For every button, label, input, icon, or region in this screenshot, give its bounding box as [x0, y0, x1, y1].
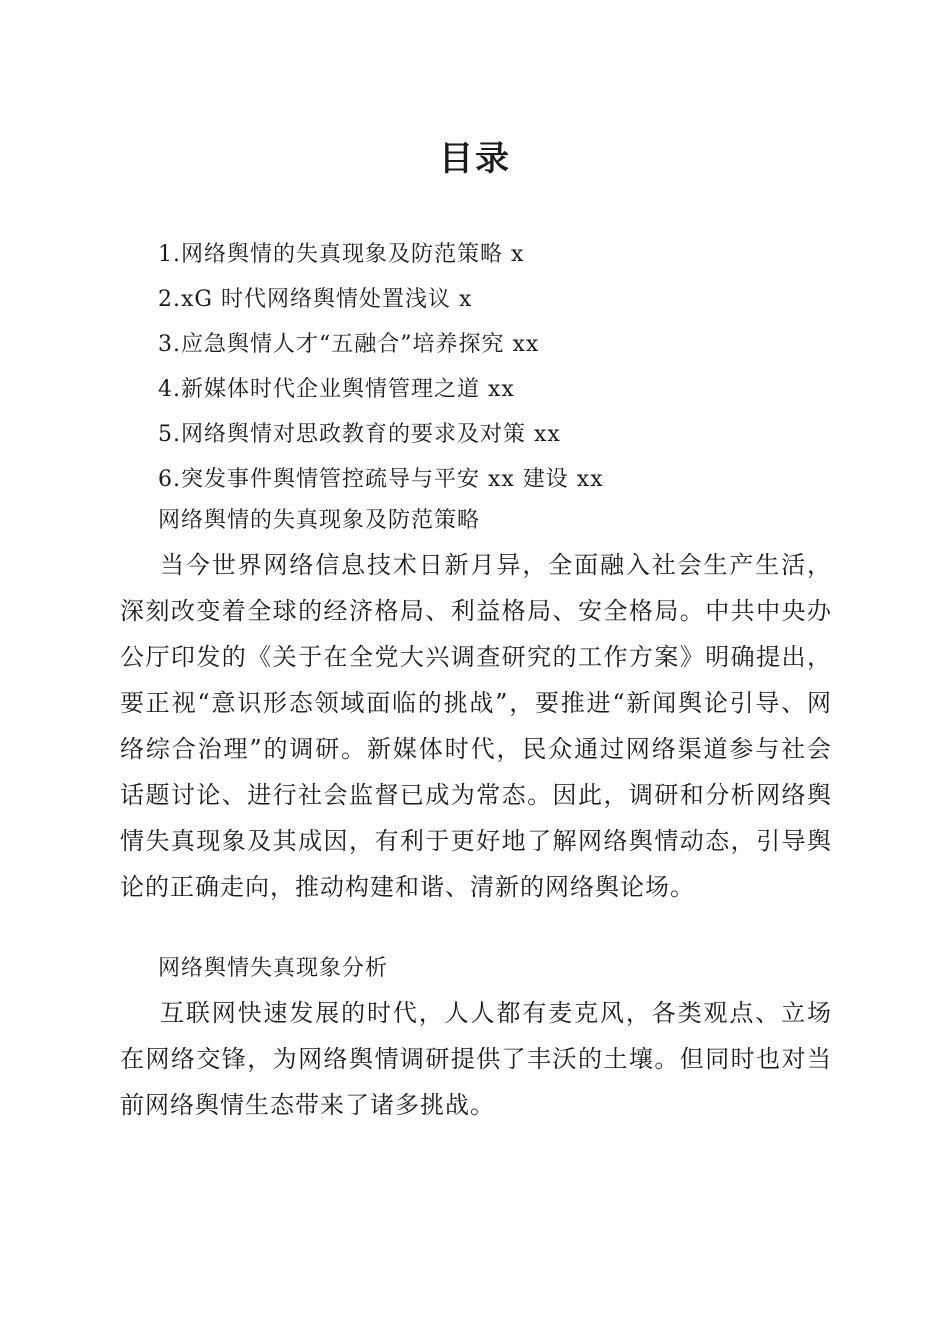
- table-of-contents: [158, 232, 604, 502]
- toc-title: 目录: [439, 139, 511, 179]
- body-paragraph-1-container: [120, 542, 832, 910]
- body-paragraph: 当今世界网络信息技术日新月异，全面融入社会生产生活，深刻改变着全球的经济格局、利益格局、安全格局。中共中央办公厅印发的《关于在全党大兴调查研究的工作方案》明确提出，要正视“意识形态领域面临的挑战”，要推进“新闻舆论引导、网络综合治理”的调研。新媒体时代，民众通过网络渠道参与社会话题讨论、进行社会监督已成为常态。因此，调研和分析网络舆情失真现象及其成因，有利于更好地了解网络舆情动态，引导舆论的正确走向，推动构建和谐、清新的网络舆论场。: [120, 551, 832, 901]
- toc-item[interactable]: 2.xG 时代网络舆情处置浅议 x: [158, 287, 473, 312]
- toc-item[interactable]: 3.应急舆情人才“五融合”培养探究 xx: [158, 332, 540, 357]
- body-paragraph-2-container: [120, 990, 832, 1128]
- toc-item[interactable]: 5.网络舆情对思政教育的要求及对策 xx: [158, 422, 561, 447]
- toc-item[interactable]: 6.突发事件舆情管控疏导与平安 xx 建设 xx: [158, 467, 604, 492]
- body-paragraph: 互联网快速发展的时代，人人都有麦克风，各类观点、立场在网络交锋，为网络舆情调研提供了丰沃的土壤。但同时也对当前网络舆情生态带来了诸多挑战。: [120, 999, 832, 1119]
- subsection-heading: 网络舆情失真现象分析: [158, 956, 389, 981]
- section-heading: 网络舆情的失真现象及防范策略: [158, 508, 481, 533]
- toc-item[interactable]: 1.网络舆情的失真现象及防范策略 x: [158, 242, 525, 267]
- toc-item[interactable]: 4.新媒体时代企业舆情管理之道 xx: [158, 377, 515, 402]
